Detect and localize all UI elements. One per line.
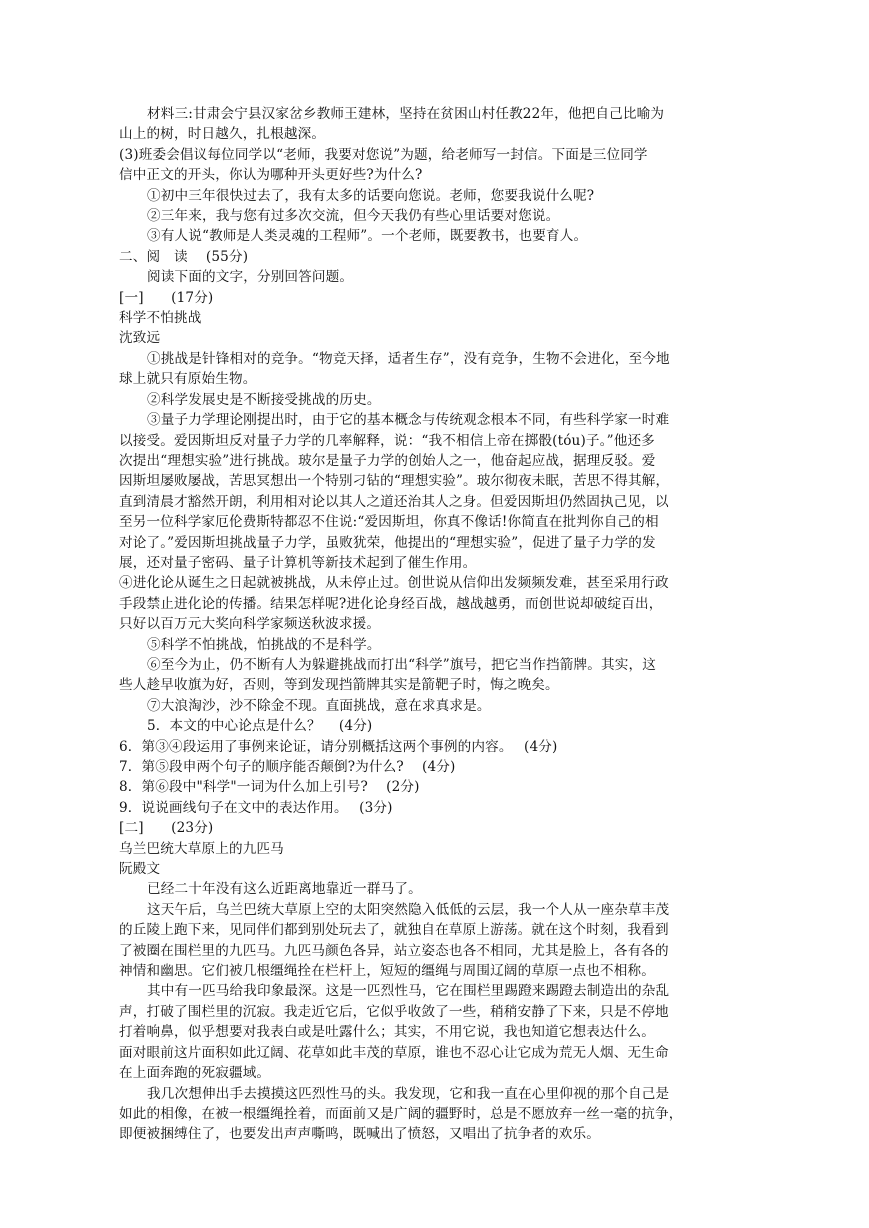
option-2: ②三年来，我与您有过多次交流，但今天我仍有些心里话要对您说。: [147, 208, 560, 225]
paragraph-line: 以接受。爱因斯坦反对量子力学的几率解释，说：“我不相信上帝在掷骰(tóu)子。”他还多: [119, 432, 655, 449]
paragraph-line: ③量子力学理论刚提出时，由于它的基本概念与传统观念根本不同，有些科学家一时难: [147, 412, 670, 429]
paragraph-line: 因斯坦屡败屡战，苦思冥想出一个特别刁钻的“理想实验”。玻尔彻夜未眠，苦思不得其解，: [119, 473, 670, 490]
paragraph-line: ⑦大浪淘沙，沙不除金不现。直面挑战，意在求真求是。: [147, 697, 491, 714]
part-1-label: [一] (17分): [119, 289, 214, 306]
paragraph-line: 至另一位科学家厄伦费斯特都忍不住说:“爱因斯坦，你真不像话!你简直在批判你自己的相: [119, 514, 659, 531]
question-3-prompt: (3)班委会倡议每位同学以“老师，我要对您说”为题，给老师写一封信。下面是三位同学: [119, 146, 648, 163]
paragraph-line: 球上就只有原始生物。: [119, 371, 257, 388]
paragraph-line: 展，还对量子密码、量子计算机等新技术起到了催生作用。: [119, 554, 477, 571]
paragraph-line: 这天午后，乌兰巴统大草原上空的太阳突然隐入低低的云层，我一个人从一座杂草丰茂: [147, 901, 670, 918]
paragraph-line: ②科学发展史是不断接受挑战的历史。: [147, 391, 381, 408]
instruction: 阅读下面的文字，分别回答问题。: [147, 269, 354, 286]
option-1: ①初中三年很快过去了，我有太多的话要向您说。老师，您要我说什么呢?: [147, 187, 595, 204]
article-1-author: 沈致远: [119, 330, 161, 347]
paragraph-line: 已经二十年没有这么近距离地靠近一群马了。: [147, 881, 422, 898]
option-3: ③有人说“教师是人类灵魂的工程师”。一个老师，既要教书，也要育人。: [147, 228, 588, 245]
article-1-title: 科学不怕挑战: [119, 310, 202, 327]
paragraph-line: ⑥至今为止，仍不断有人为躲避挑战而打出“科学”旗号，把它当作挡箭牌。其实，这: [147, 656, 656, 673]
question-7: 7．第⑤段申两个句子的顺序能否颠倒?为什么? (4分): [119, 759, 456, 775]
paragraph-line: 即便被捆缚住了，也要发出声声嘶鸣，既喊出了愤怒，又唱出了抗争者的欢乐。: [119, 1126, 601, 1143]
paragraph-line: 打着响鼻，似乎想要对我表白或是吐露什么；其实，不用它说，我也知道它想表达什么。: [119, 1024, 656, 1041]
paragraph-line: ⑤科学不怕挑战，怕挑战的不是科学。: [147, 636, 381, 653]
paragraph-line: 些人趁早收旗为好，否则，等到发现挡箭牌其实是箭靶子时，悔之晚矣。: [119, 677, 559, 694]
paragraph-line: 直到清晨才豁然开朗，利用相对论以其人之道还治其人之身。但爱因斯坦仍然固执己见，以: [119, 493, 669, 510]
article-2-title: 乌兰巴统大草原上的九匹马: [119, 840, 284, 857]
question-5: 5．本文的中心论点是什么？ (4分): [147, 718, 373, 735]
text-line: 材料三:甘肃会宁县汉家岔乡教师王建林，坚持在贫困山村任教22年，他把自己比喻为: [147, 106, 665, 122]
question-8: 8．第⑥段中"科学"一词为什么加上引号? (2分): [119, 779, 420, 796]
question-6: 6．第③④段运用了事例来论证，请分别概括这两个事例的内容。 (4分): [119, 738, 558, 755]
paragraph-line: 其中有一匹马给我印象最深。这是一匹烈性马，它在围栏里踢蹬来踢蹬去制造出的杂乱: [147, 983, 670, 1000]
paragraph-line: 声，打破了围栏里的沉寂。我走近它后，它似乎收敛了一些，稍稍安静了下来，只是不停地: [119, 1003, 669, 1020]
paragraph-line: 次提出“理想实验”进行挑战。玻尔是量子力学的创始人之一，他奋起应战，据理反驳。爱: [119, 452, 656, 469]
paragraph-line: 我几次想伸出手去摸摸这匹烈性马的头。我发现，它和我一直在心里仰视的那个自己是: [147, 1085, 670, 1102]
paragraph-line: 在上面奔跑的死寂疆域。: [119, 1065, 271, 1082]
paragraph-line: 手段禁止进化论的传播。结果怎样呢?进化论身经百战，越战越勇，而创世说却破绽百出，: [119, 595, 663, 612]
paragraph-line: ④进化论从诞生之日起就被挑战，从未停止过。创世说从信仰出发频频发难，甚至采用行政: [119, 575, 669, 592]
paragraph-line: 面对眼前这片面积如此辽阔、花草如此丰茂的草原，谁也不忍心让它成为荒无人烟、无生命: [119, 1044, 669, 1061]
paragraph-line: 了被圈在围栏里的九匹马。九匹马颜色各异，站立姿态也各不相同，尤其是脸上，各有各的: [119, 942, 669, 959]
question-9: 9．说说画线句子在文中的表达作用。 (3分): [119, 799, 393, 816]
text-line: 信中正文的开头，你认为哪种开头更好些?为什么?: [119, 167, 423, 184]
paragraph-line: 的丘陵上跑下来，见同伴们都到别处玩去了，就独自在草原上游荡。就在这个时刻，我看到: [119, 922, 669, 939]
paragraph-line: 如此的相像，在被一根缰绳拴着，而面前又是广阔的疆野时，总是不愿放弃一丝一毫的抗争，: [119, 1105, 683, 1122]
paragraph-line: ①挑战是针锋相对的竞争。“物竞天择，适者生存”，没有竞争，生物不会进化，至今地: [147, 350, 670, 367]
paragraph-line: 对论了。”爱因斯坦挑战量子力学，虽败犹荣，他提出的“理想实验”，促进了量子力学的发: [119, 534, 656, 551]
paragraph-line: 只好以百万元大奖向科学家频送秋波求援。: [119, 616, 381, 633]
part-2-label: [二] (23分): [119, 820, 214, 837]
section-heading-reading: 二、阅 读 (55分): [119, 248, 249, 265]
paragraph-line: 神情和幽思。它们被几根缰绳拴在栏杆上，短短的缰绳与周围辽阔的草原一点也不相称。: [119, 963, 656, 980]
article-2-author: 阮殿文: [119, 861, 161, 878]
text-line: 山上的树，时日越久，扎根越深。: [119, 126, 326, 143]
